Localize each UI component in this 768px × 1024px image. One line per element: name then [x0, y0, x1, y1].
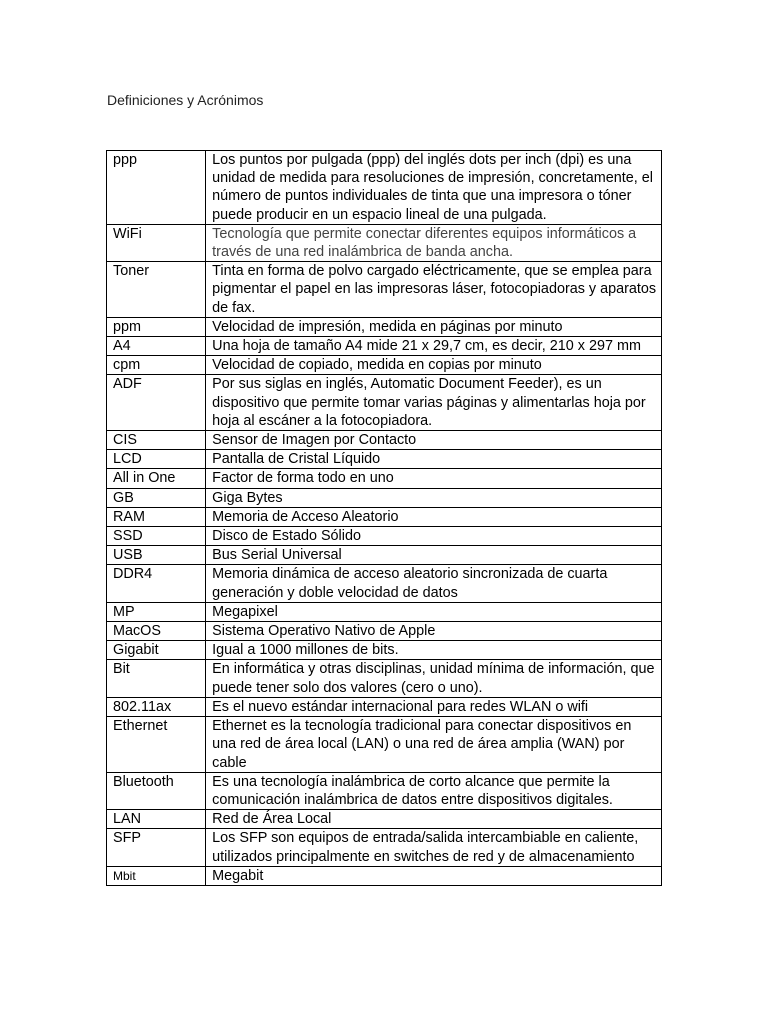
table-row: [107, 151, 662, 225]
table-row: [107, 431, 662, 450]
definition-cell: Giga Bytes: [206, 488, 662, 507]
term-cell: All in One: [107, 469, 206, 488]
table-row: [107, 602, 662, 621]
table-row: [107, 469, 662, 488]
table-row: [107, 810, 662, 829]
term-cell: Gigabit: [107, 641, 206, 660]
definition-cell: Disco de Estado Sólido: [206, 527, 662, 546]
definition-cell: Factor de forma todo en uno: [206, 469, 662, 488]
definition-cell: Velocidad de copiado, medida en copias por minuto: [206, 356, 662, 375]
term-cell: MP: [107, 602, 206, 621]
term-cell: CIS: [107, 431, 206, 450]
definition-cell: Los SFP son equipos de entrada/salida intercambiable en caliente, utilizados principalmente en switches de red y de almacenamiento: [206, 829, 662, 866]
table-row: [107, 450, 662, 469]
table-row: [107, 546, 662, 565]
table-row: [107, 565, 662, 602]
definition-cell: Memoria de Acceso Aleatorio: [206, 507, 662, 526]
table-row: [107, 660, 662, 697]
table-row: [107, 224, 662, 261]
definition-cell: Por sus siglas en inglés, Automatic Document Feeder), es un dispositivo que permite tomar varias páginas y alimentarlas hoja por hoja al escáner a la fotocopiadora.: [206, 375, 662, 431]
definition-cell: En informática y otras disciplinas, unidad mínima de información, que puede tener solo dos valores (cero o uno).: [206, 660, 662, 697]
definition-cell: Es el nuevo estándar internacional para redes WLAN o wifi: [206, 697, 662, 716]
table-row: [107, 622, 662, 641]
table-row: [107, 337, 662, 356]
table-row: [107, 262, 662, 318]
term-cell: SSD: [107, 527, 206, 546]
table-row: [107, 356, 662, 375]
definition-cell: Velocidad de impresión, medida en páginas por minuto: [206, 317, 662, 336]
table-row: [107, 697, 662, 716]
definition-cell: Megapixel: [206, 602, 662, 621]
term-cell: Toner: [107, 262, 206, 318]
definition-cell: Tinta en forma de polvo cargado eléctricamente, que se emplea para pigmentar el papel en las impresoras láser, fotocopiadoras y aparatos de fax.: [206, 262, 662, 318]
definition-cell: Sistema Operativo Nativo de Apple: [206, 622, 662, 641]
term-cell: Bit: [107, 660, 206, 697]
term-cell: Mbit: [107, 866, 206, 885]
definition-cell: Megabit: [206, 866, 662, 885]
table-row: [107, 488, 662, 507]
term-cell: USB: [107, 546, 206, 565]
definition-cell: Igual a 1000 millones de bits.: [206, 641, 662, 660]
table-row: [107, 717, 662, 773]
definition-cell: Ethernet es la tecnología tradicional para conectar dispositivos en una red de área local (LAN) o una red de área amplia (WAN) por cable: [206, 717, 662, 773]
term-cell: A4: [107, 337, 206, 356]
term-cell: GB: [107, 488, 206, 507]
term-cell: ppm: [107, 317, 206, 336]
term-cell: ppp: [107, 151, 206, 225]
term-cell: LAN: [107, 810, 206, 829]
page-title: Definiciones y Acrónimos: [107, 92, 264, 108]
definition-cell: Pantalla de Cristal Líquido: [206, 450, 662, 469]
table-row: [107, 317, 662, 336]
definition-cell: Los puntos por pulgada (ppp) del inglés dots per inch (dpi) es una unidad de medida para resoluciones de impresión, concretamente, el número de puntos individuales de tinta que una impresora o tóner puede producir en un espacio lineal de una pulgada.: [206, 151, 662, 225]
table-row: [107, 507, 662, 526]
table-row: [107, 375, 662, 431]
definition-cell: Memoria dinámica de acceso aleatorio sincronizada de cuarta generación y doble velocidad de datos: [206, 565, 662, 602]
table-row: [107, 866, 662, 885]
definition-cell: Sensor de Imagen por Contacto: [206, 431, 662, 450]
term-cell: Ethernet: [107, 717, 206, 773]
definition-cell: Tecnología que permite conectar diferentes equipos informáticos a través de una red inalámbrica de banda ancha.: [206, 224, 662, 261]
table-row: [107, 641, 662, 660]
term-cell: LCD: [107, 450, 206, 469]
term-cell: cpm: [107, 356, 206, 375]
term-cell: MacOS: [107, 622, 206, 641]
definition-cell: Es una tecnología inalámbrica de corto alcance que permite la comunicación inalámbrica de datos entre dispositivos digitales.: [206, 772, 662, 809]
term-cell: ADF: [107, 375, 206, 431]
table-row: [107, 527, 662, 546]
table-row: [107, 772, 662, 809]
term-cell: SFP: [107, 829, 206, 866]
definition-cell: Una hoja de tamaño A4 mide 21 x 29,7 cm, es decir, 210 x 297 mm: [206, 337, 662, 356]
definition-cell: Bus Serial Universal: [206, 546, 662, 565]
term-cell: 802.11ax: [107, 697, 206, 716]
term-cell: DDR4: [107, 565, 206, 602]
definitions-table: [106, 150, 662, 886]
term-cell: Bluetooth: [107, 772, 206, 809]
table-row: [107, 829, 662, 866]
definition-cell: Red de Área Local: [206, 810, 662, 829]
term-cell: WiFi: [107, 224, 206, 261]
term-cell: RAM: [107, 507, 206, 526]
